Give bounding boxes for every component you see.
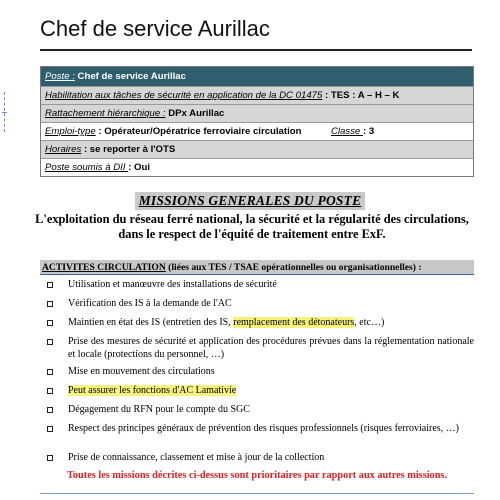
info-row-habilitation xyxy=(41,86,473,104)
horaires-label: Horaires xyxy=(45,144,82,155)
poste-value: Chef de service Aurillac xyxy=(77,71,186,82)
checkbox-bullet-icon xyxy=(47,455,53,461)
info-row-dii xyxy=(41,158,473,176)
horaires-value: : se reporter à l'OTS xyxy=(83,144,176,155)
emploi-label: Emploi-type xyxy=(45,126,96,137)
list-item-text: Utilisation et manœuvre des installations de sécurité xyxy=(68,279,277,290)
checkbox-bullet-icon xyxy=(47,369,53,375)
list-item-text: Vérification des IS à la demande de l'AC xyxy=(68,298,232,309)
title-rule xyxy=(40,49,472,51)
habilitation-value: : TES : A – H – K xyxy=(325,90,400,101)
missions-section-heading xyxy=(0,192,500,210)
dii-value: : Oui xyxy=(128,162,151,173)
dii-label: Poste soumis à DII xyxy=(45,162,129,173)
emploi-value: : Opérateur/Opératrice ferroviaire circulation xyxy=(98,126,302,137)
list-item-text-after: , etc…) xyxy=(354,317,385,328)
classe-label: Classe xyxy=(331,126,363,137)
list-item-text-before: Maintien en état des IS (entretien des IS, xyxy=(68,317,234,328)
checkbox-bullet-icon xyxy=(47,407,53,413)
info-row-emploi xyxy=(41,122,473,140)
margin-marker-tick xyxy=(2,112,7,113)
rattachement-label: Rattachement hiérarchique : xyxy=(45,108,166,119)
checkbox-bullet-icon xyxy=(47,301,53,307)
checkbox-bullet-icon xyxy=(47,320,53,326)
checkbox-bullet-icon xyxy=(47,339,53,345)
missions-description: L'exploitation du réseau ferré national, la sécurité et la régularité des circulations, dans le respect de l'équité de traitement entre ExF. xyxy=(35,212,469,241)
list-item-text xyxy=(68,317,474,330)
rattachement-value: DPx Aurillac xyxy=(168,108,225,119)
bottom-rule xyxy=(40,493,474,494)
checkbox-bullet-icon xyxy=(47,388,53,394)
list-item-text: Prise des mesures de sécurité et application des procédures prévues dans la réglementation nationale et locale (protections du personnel, …) xyxy=(68,336,474,360)
list-item-text xyxy=(68,385,474,398)
checkbox-bullet-icon xyxy=(47,282,53,288)
info-row-rattachement xyxy=(41,104,473,122)
info-row-horaires xyxy=(41,140,473,158)
checkbox-bullet-icon xyxy=(47,426,53,432)
page-title: Chef de service Aurillac xyxy=(40,16,270,41)
missions-title: MISSIONS GENERALES DU POSTE xyxy=(135,192,366,210)
job-info-table xyxy=(40,66,474,177)
list-item-text: Mise en mouvement des circulations xyxy=(68,366,215,377)
poste-label: Poste : xyxy=(45,71,75,82)
highlighted-text: remplacement des détonateurs xyxy=(233,317,355,328)
classe-value: : 3 xyxy=(363,126,375,137)
priority-note: Toutes les missions décrites ci-dessus sont prioritaires par rapport aux autres missions. xyxy=(66,470,448,481)
activites-heading-note: (liées aux TES / TSAE opérationnelles ou organisationnelles) : xyxy=(165,262,422,273)
list-item-text: Dégagement du RFN pour le compte du SGC xyxy=(68,404,250,415)
list-item-text: Prise de connaissance, classement et mise à jour de la collection xyxy=(68,452,325,463)
habilitation-label: Habilitation aux tâches de sécurité en application de la DC 01475 xyxy=(45,90,323,101)
classe-cell xyxy=(331,123,374,141)
info-row-poste xyxy=(41,67,473,86)
list-item-text: Respect des principes généraux de prévention des risques professionnels (risques ferroviaires, …) xyxy=(68,423,459,434)
highlighted-text: Peut assurer les fonctions d'AC Lamativie xyxy=(68,385,237,396)
activites-heading xyxy=(40,260,474,275)
activites-heading-title: ACTIVITES CIRCULATION xyxy=(42,262,166,273)
